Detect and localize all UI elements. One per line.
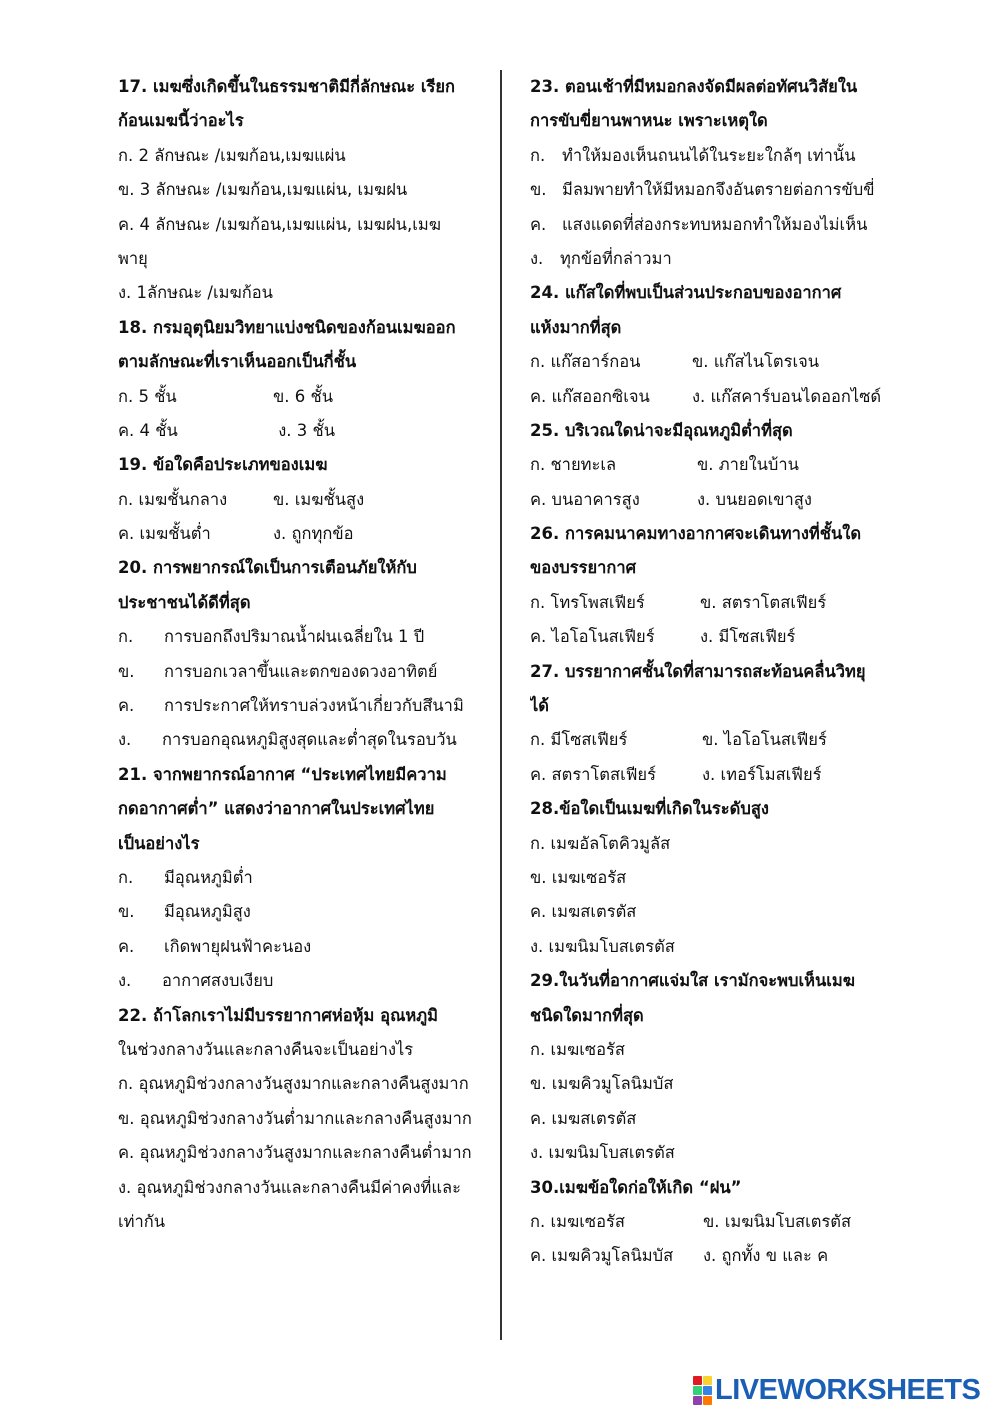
option-text: ข. ไอโอโนสเฟียร์ [702, 730, 827, 750]
option-label: ค. [118, 936, 135, 956]
option-line [118, 655, 490, 689]
option-text: ทำให้มองเห็นถนนได้ในระยะใกล้ๆ เท่านั้น [562, 145, 856, 165]
option-line: ง. 1ลักษณะ /เมฆก้อน [118, 283, 273, 303]
option-label: ข. [118, 902, 135, 922]
option-label: ก. [118, 627, 134, 647]
option-line [530, 586, 890, 620]
question-line: ได้ [530, 696, 550, 716]
option-line: ข. เมฆเซอรัส [530, 867, 627, 887]
option-text: การบอกเวลาขึ้นและตกของดวงอาทิตย์ [164, 661, 438, 681]
left-column [118, 70, 490, 1239]
option-text: ข. 6 ชั้น [273, 386, 333, 406]
question-line: 30.เมฆข้อใดก่อให้เกิด “ฝน” [530, 1177, 742, 1197]
option-line [118, 861, 490, 895]
question-line: 29.ในวันที่อากาศแจ่มใส เรามักจะพบเห็นเมฆ [530, 971, 856, 991]
question-line: 28.ข้อใดเป็นเมฆที่เกิดในระดับสูง [530, 799, 769, 819]
option-text: แสงแดดที่ส่องกระทบหมอกทำให้มองไม่เห็น [562, 214, 868, 234]
option-line: เท่ากัน [118, 1211, 166, 1231]
option-line: ก. อุณหภูมิช่วงกลางวันสูงมากและกลางคืนสูงมาก [118, 1074, 469, 1094]
option-line [118, 723, 490, 757]
option-text: ข. เมฆนิมโบสเตรตัส [703, 1211, 852, 1231]
option-line [118, 517, 490, 551]
option-label: ก. 5 ชั้น [118, 386, 177, 406]
option-text: ง. ถูกทุกข้อ [273, 524, 354, 544]
option-label: ก. แก๊สอาร์กอน [530, 352, 641, 372]
option-line: ง. เมฆนิมโบสเตรตัส [530, 1143, 675, 1163]
option-text: การบอกอุณหภูมิสูงสุดและต่ำสุดในรอบวัน [162, 730, 457, 750]
question-line: 17. เมฆซึ่งเกิดขึ้นในธรรมชาติมีกี่ลักษณะ เรียก [118, 77, 456, 96]
question-line: ประชาชนได้ดีที่สุด [118, 592, 251, 612]
option-line: ค. เมฆสเตรตัส [530, 902, 637, 922]
question-line: 27. บรรยากาศชั้นใดที่สามารถสะท้อนคลื่นวิทยุ [530, 661, 866, 681]
option-line: ในช่วงกลางวันและกลางคืนจะเป็นอย่างไร [118, 1039, 414, 1059]
question-line: 20. การพยากรณ์ใดเป็นการเตือนภัยให้กับ [118, 558, 417, 578]
option-line [530, 208, 890, 242]
question-line: 18. กรมอุตุนิยมวิทยาแบ่งชนิดของก้อนเมฆออก [118, 317, 456, 337]
liveworksheets-logo [693, 1372, 980, 1408]
question-line: 26. การคมนาคมทางอากาศจะเดินทางที่ชั้นใด [530, 524, 862, 544]
logo-square [703, 1386, 712, 1395]
question-line: 23. ตอนเช้าที่มีหมอกลงจัดมีผลต่อทัศนวิสัยใน [530, 77, 858, 96]
option-label: ง. [530, 248, 544, 268]
liveworksheets-logo-text: LIVEWORKSHEETS [715, 1373, 981, 1406]
option-line: ง. เมฆนิมโบสเตรตัส [530, 936, 675, 956]
question-line: การขับขี่ยานพาหนะ เพราะเหตุใด [530, 111, 768, 131]
question-line: 19. ข้อใดคือประเภทของเมฆ [118, 455, 328, 475]
option-line [530, 242, 890, 276]
option-text: ข. เมฆชั้นสูง [273, 489, 365, 509]
logo-square [693, 1386, 702, 1395]
question-line: 21. จากพยากรณ์อากาศ “ประเทศไทยมีความ [118, 764, 447, 784]
option-text: ข. ภายในบ้าน [697, 455, 799, 475]
option-text: มีอุณหภูมิสูง [164, 902, 251, 922]
option-text: การบอกถึงปริมาณน้ำฝนเฉลี่ยใน 1 ปี [164, 627, 425, 647]
option-line [118, 414, 490, 448]
right-column [530, 70, 890, 1274]
option-text: ง. บนยอดเขาสูง [697, 489, 812, 509]
option-line [530, 139, 890, 173]
option-line [530, 448, 890, 482]
option-label: ก. มีโซสเฟียร์ [530, 730, 628, 750]
option-text: อากาศสงบเงียบ [162, 971, 274, 991]
option-text: ง. เทอร์โมสเฟียร์ [702, 764, 822, 784]
option-label: ค. แก๊สออกซิเจน [530, 386, 650, 406]
option-line: ค. อุณหภูมิช่วงกลางวันสูงมากและกลางคืนต่ำมาก [118, 1143, 472, 1163]
question-line: 22. ถ้าโลกเราไม่มีบรรยากาศห่อหุ้ม อุณหภูมิ [118, 1005, 439, 1025]
option-text: ง. 3 ชั้น [273, 420, 336, 440]
option-line: ข. อุณหภูมิช่วงกลางวันต่ำมากและกลางคืนสูงมาก [118, 1108, 472, 1128]
option-line: ข. เมฆคิวมูโลนิมบัส [530, 1074, 674, 1094]
logo-square [703, 1376, 712, 1385]
option-line [530, 345, 890, 379]
option-line: ก. เมฆเซอรัส [530, 1039, 625, 1059]
logo-square [693, 1376, 702, 1385]
option-line: ข. 3 ลักษณะ /เมฆก้อน,เมฆแผ่น, เมฆฝน [118, 180, 408, 200]
option-line [118, 930, 490, 964]
option-label: ก. [118, 867, 134, 887]
option-line [530, 173, 890, 207]
option-line [530, 380, 890, 414]
option-label: ข. [530, 180, 547, 200]
question-line: ของบรรยากาศ [530, 558, 637, 578]
option-line: ค. เมฆสเตรตัส [530, 1108, 637, 1128]
option-label: ง. [118, 730, 132, 750]
option-line [530, 1205, 890, 1239]
option-text: ง. ถูกทั้ง ข และ ค [703, 1246, 829, 1266]
option-label: ก. เมฆเซอรัส [530, 1211, 625, 1231]
option-line [118, 689, 490, 723]
option-label: ค. [530, 214, 547, 234]
option-text: ข. แก๊สไนโตรเจน [692, 352, 820, 372]
option-label: ก. [530, 145, 546, 165]
option-label: ค. เมฆชั้นต่ำ [118, 524, 211, 544]
option-label: ก. โทรโพสเฟียร์ [530, 592, 645, 612]
option-text: ทุกข้อที่กล่าวมา [560, 248, 672, 268]
column-divider [500, 70, 502, 1340]
option-line [118, 483, 490, 517]
option-text: มีลมพายทำให้มีหมอกจึงอันตรายต่อการขับขี่ [562, 180, 875, 200]
option-line: ค. 4 ลักษณะ /เมฆก้อน,เมฆแผ่น, เมฆฝน,เมฆ [118, 214, 441, 234]
option-line [530, 620, 890, 654]
option-line [118, 620, 490, 654]
option-label: ก. เมฆชั้นกลาง [118, 489, 228, 509]
option-text: มีอุณหภูมิต่ำ [164, 867, 253, 887]
question-line: 24. แก๊สใดที่พบเป็นส่วนประกอบของอากาศ [530, 283, 842, 303]
option-line [118, 380, 490, 414]
option-label: ค. เมฆคิวมูโลนิมบัส [530, 1246, 674, 1266]
logo-square [693, 1396, 702, 1405]
option-line [118, 964, 490, 998]
question-line: แห้งมากที่สุด [530, 317, 622, 337]
liveworksheets-logo-icon [693, 1376, 711, 1404]
question-line: กดอากาศต่ำ” แสดงว่าอากาศในประเทศไทย [118, 799, 435, 819]
option-label: ค. 4 ชั้น [118, 420, 178, 440]
option-text: ง. แก๊สคาร์บอนไดออกไซด์ [692, 386, 882, 406]
option-label: ค. บนอาคารสูง [530, 489, 640, 509]
question-line: 25. บริเวณใดน่าจะมีอุณหภูมิต่ำที่สุด [530, 420, 793, 440]
question-line: ตามลักษณะที่เราเห็นออกเป็นกี่ชั้น [118, 352, 357, 372]
question-line: เป็นอย่างไร [118, 833, 200, 853]
option-label: ง. [118, 971, 132, 991]
option-line: พายุ [118, 248, 148, 268]
question-line: ชนิดใดมากที่สุด [530, 1005, 644, 1025]
option-label: ค. ไอโอโนสเฟียร์ [530, 627, 655, 647]
question-line: ก้อนเมฆนี้ว่าอะไร [118, 111, 244, 131]
option-line [118, 895, 490, 929]
option-label: ก. ชายทะเล [530, 455, 617, 475]
option-line [530, 758, 890, 792]
option-line [530, 483, 890, 517]
option-text: เกิดพายุฝนฟ้าคะนอง [164, 936, 312, 956]
option-text: ข. สตราโตสเฟียร์ [700, 592, 827, 612]
option-text: ง. มีโซสเฟียร์ [700, 627, 796, 647]
option-line: ง. อุณหภูมิช่วงกลางวันและกลางคืนมีค่าคงที่และ [118, 1177, 461, 1197]
option-line: ก. เมฆอัลโตคิวมูลัส [530, 833, 671, 853]
option-text: การประกาศให้ทราบล่วงหน้าเกี่ยวกับสึนามิ [164, 696, 464, 716]
option-line: ก. 2 ลักษณะ /เมฆก้อน,เมฆแผ่น [118, 145, 346, 165]
option-line [530, 1239, 890, 1273]
option-label: ค. สตราโตสเฟียร์ [530, 764, 656, 784]
option-label: ค. [118, 696, 135, 716]
option-label: ข. [118, 661, 135, 681]
logo-square [703, 1396, 712, 1405]
option-line [530, 723, 890, 757]
